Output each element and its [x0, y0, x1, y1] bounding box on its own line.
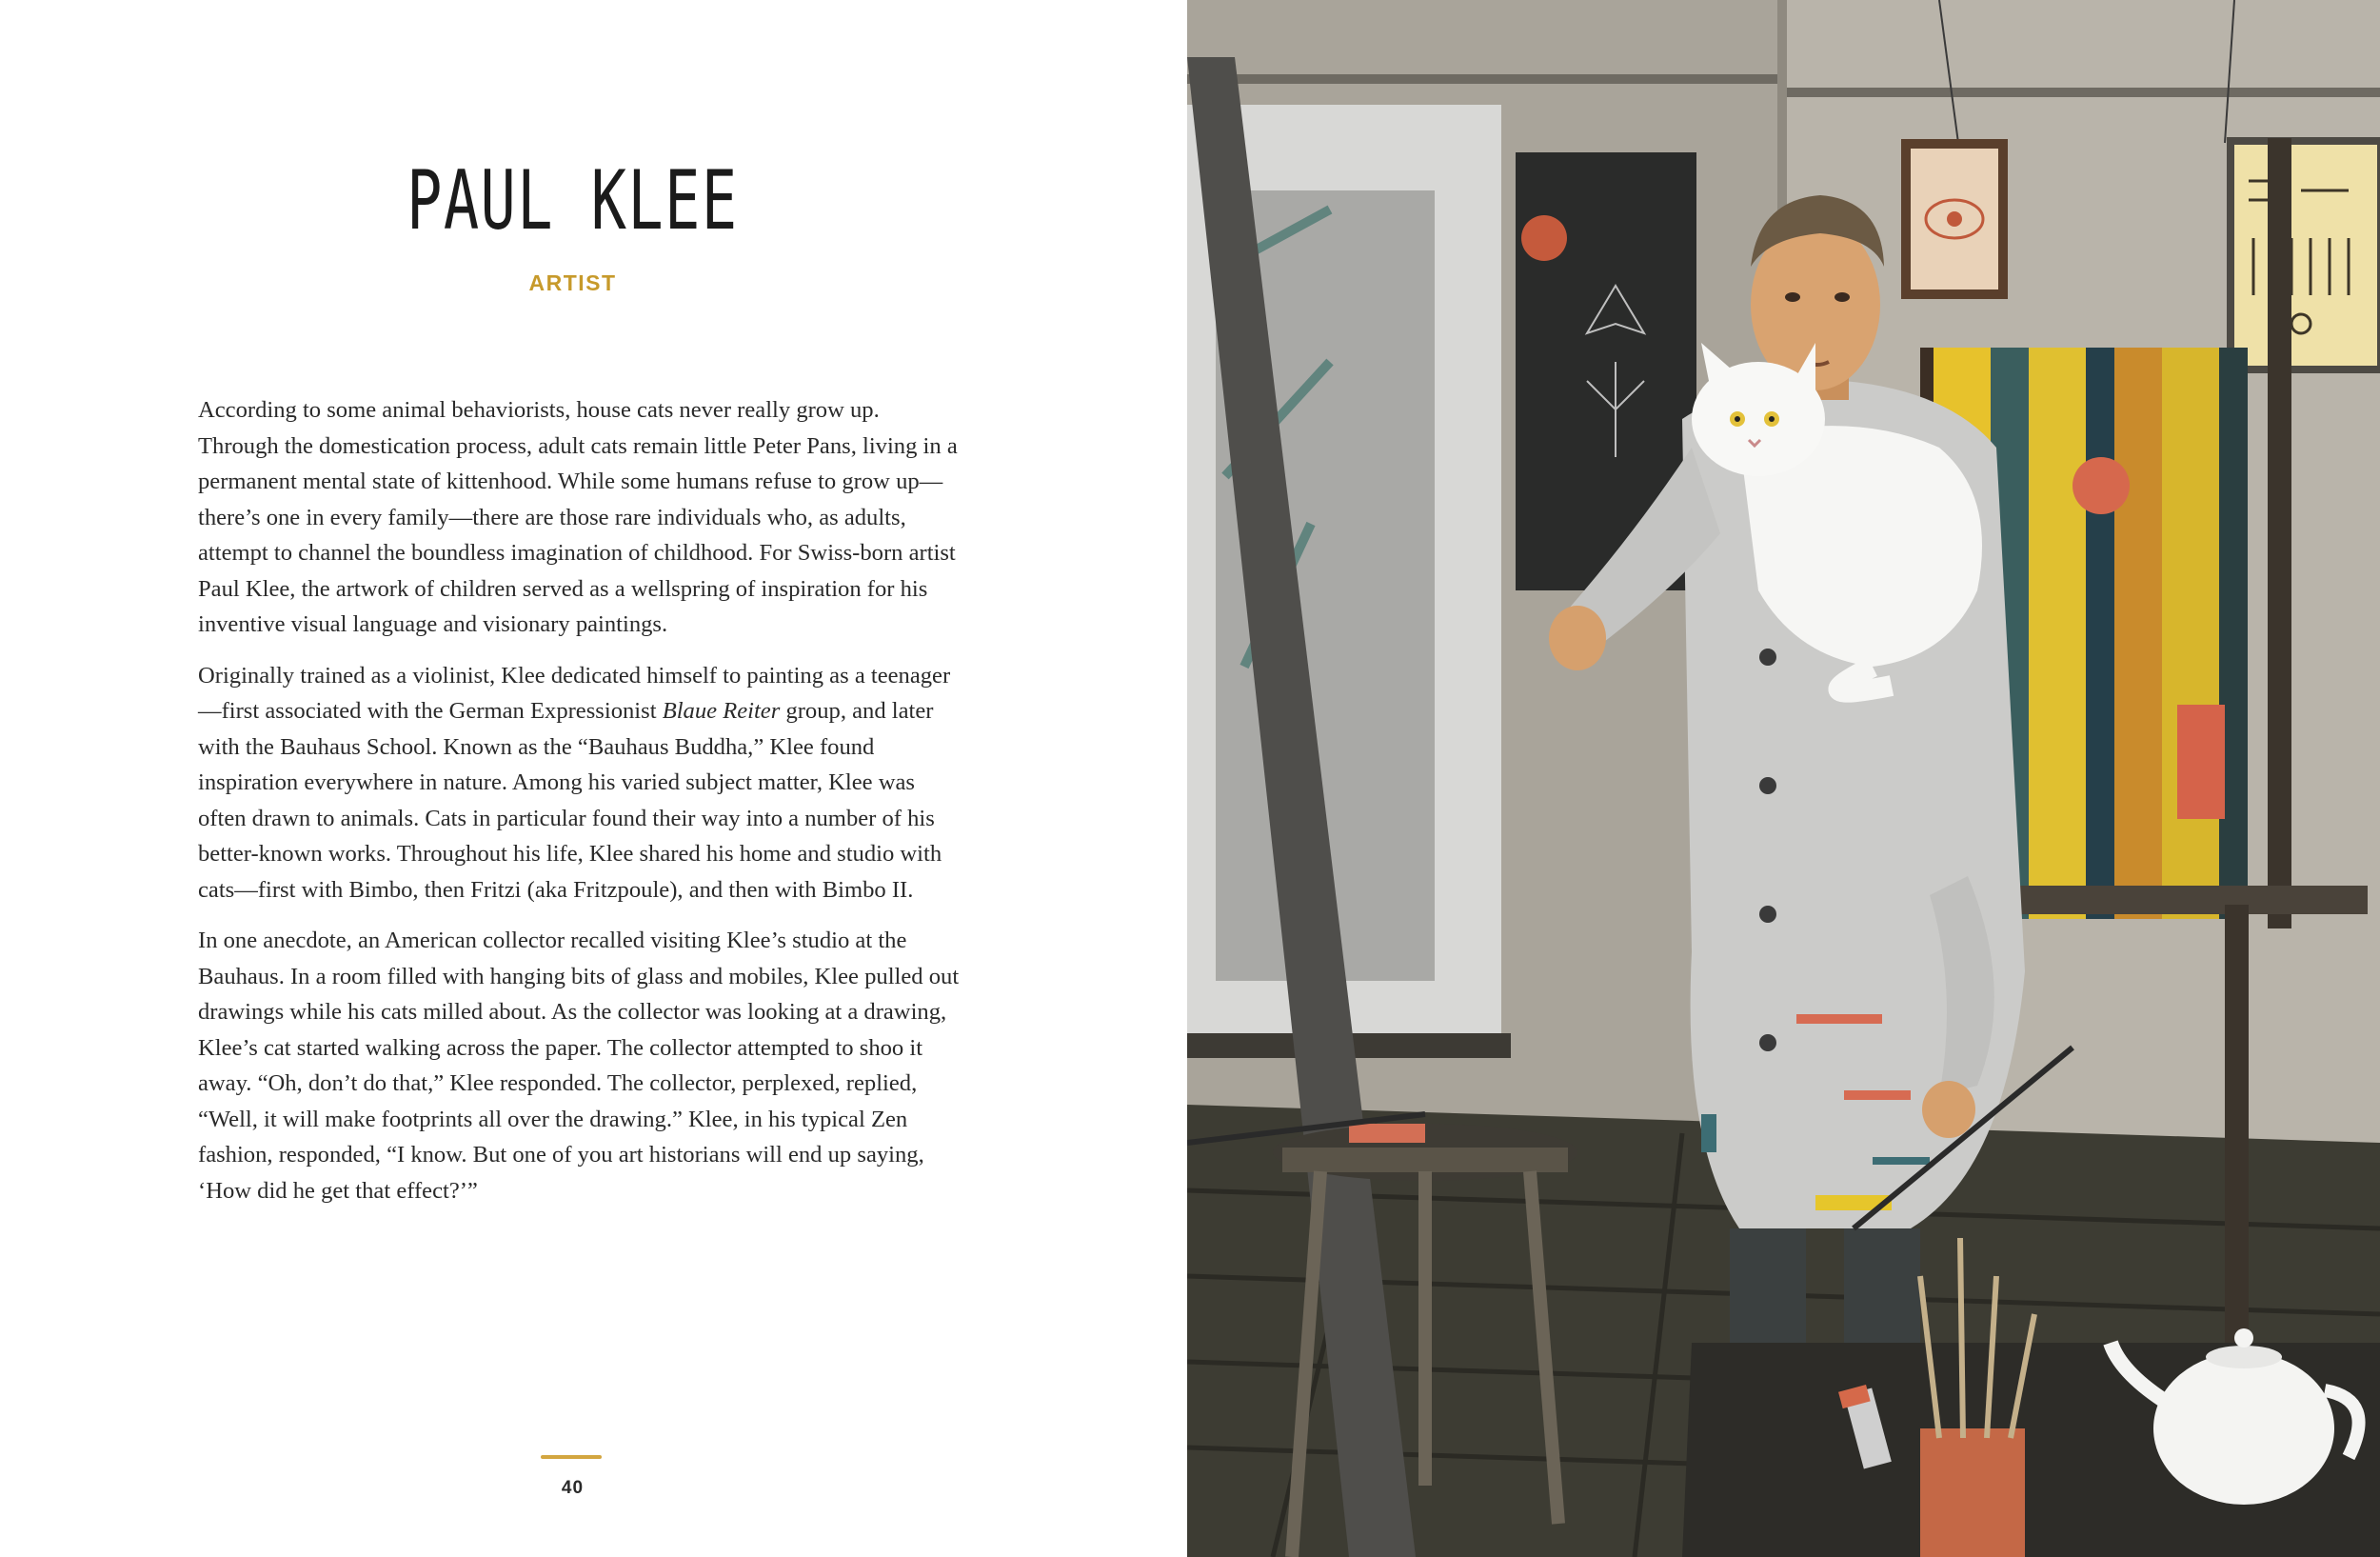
illustration-svg	[1187, 0, 2380, 1557]
paragraph-2	[198, 658, 960, 908]
body-text	[198, 392, 960, 1224]
paragraph-3: In one anecdote, an American collector recalled visiting Klee’s studio at the Bauhaus. In a room filled with hanging bits of glass and mobiles, Klee pulled out drawings while his cats milled about. As the collector was looking at a drawing, Klee’s cat started walking across the paper. The collector attempted to shoo it away. “Oh, don’t do that,” Klee responded. The collector, perplexed, replied, “Well, it will make footprints all over the drawing.” Klee, in his typical Zen fashion, responded, “I know. But one of you art historians will end up saying, ‘How did he get that effect?’”	[198, 928, 960, 1204]
text-page	[0, 0, 1187, 1557]
wall-molding	[1787, 88, 2380, 97]
page-subtitle: ARTIST	[528, 270, 617, 295]
page-number-rule	[541, 1455, 602, 1459]
paragraph-2-italic: Blaue Reiter	[662, 698, 781, 724]
paragraph-1: According to some animal behaviorists, house cats never really grow up. Through the domestication process, adult cats remain little Peter Pans, living in a permanent mental state of kittenhood. While some humans refuse to grow up—there’s one in every family—there are those rare individuals who, as adults, attempt to channel the boundless imagination of childhood. For Swiss-born artist Paul Klee, the artwork of children served as a wellspring of inspiration for his inventive visual language and visionary paintings.	[198, 397, 958, 637]
easel-post	[2268, 138, 2291, 928]
wall-molding-left	[1187, 74, 1777, 84]
paragraph-2-end: group, and later with the Bauhaus School. Known as the “Bauhaus Buddha,” Klee found inspiration everywhere in nature. Among his varied subject matter, Klee was often drawn to animals. Cats in particular found their way into a number of his better-known works. Throughout his life, Klee shared his home and studio with cats—first with Bimbo, then Fritzi (aka Fritzpoule), and then with Bimbo II.	[198, 698, 942, 903]
paragraph-2-start: Originally trained as a violinist, Klee dedicated himself to painting as a teenager—first associated with the German Expressionist	[198, 662, 951, 724]
studio-illustration	[1187, 0, 2380, 1557]
page-number: 40	[561, 1478, 585, 1498]
easel-shelf	[1968, 886, 2368, 914]
page-title: PAUL KLEE	[407, 153, 739, 249]
